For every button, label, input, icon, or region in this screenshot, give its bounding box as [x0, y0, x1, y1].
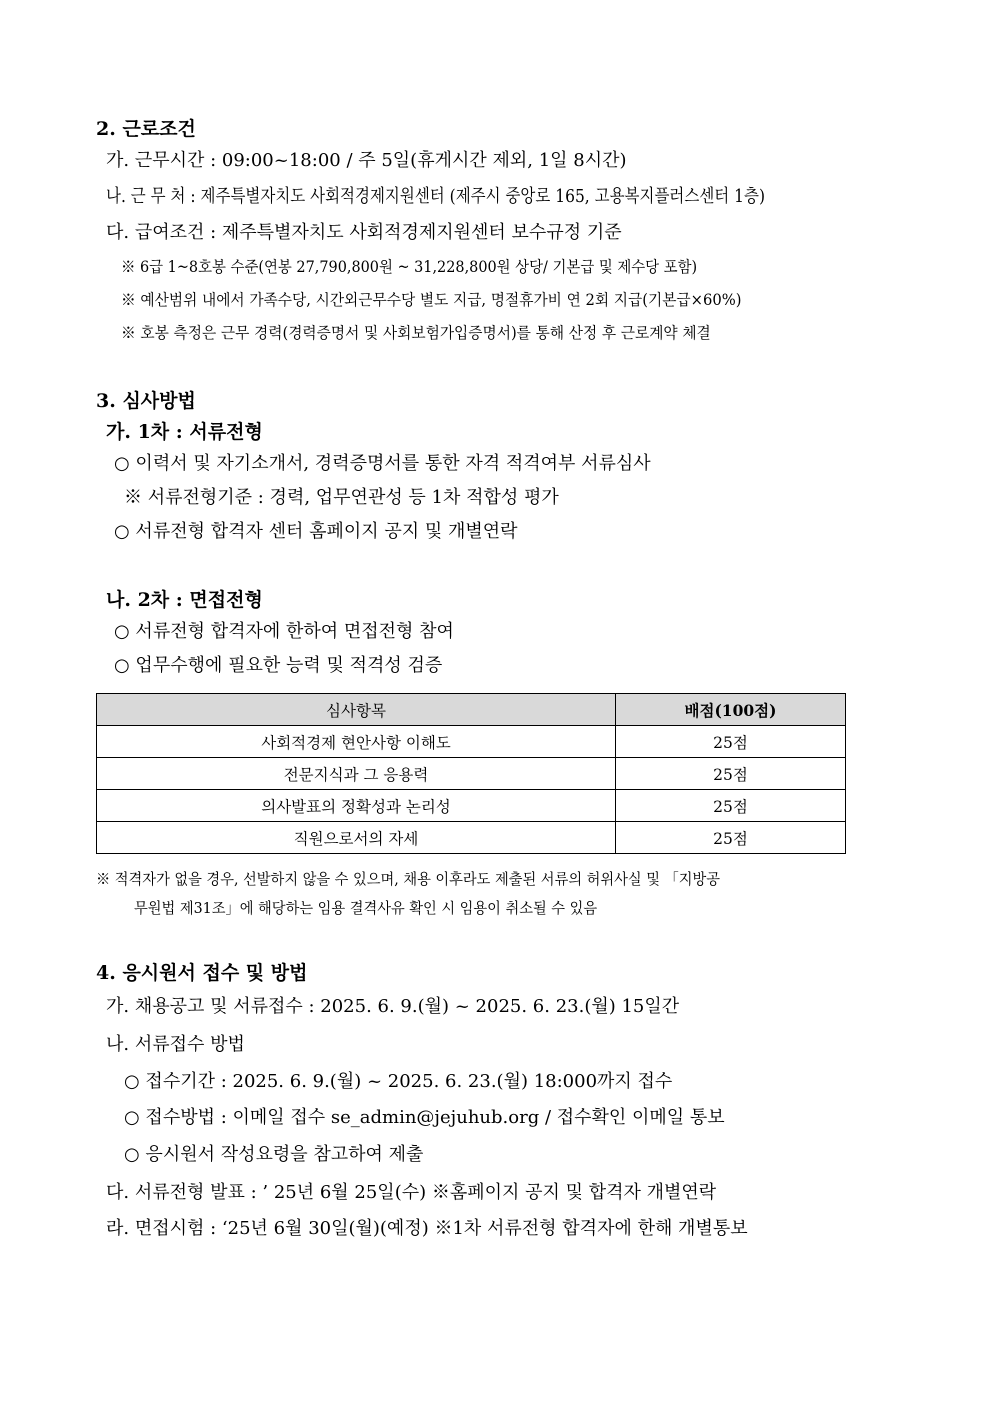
salary-note-3	[121, 324, 742, 343]
table-cell-criteria: 의사발표의 정확성과 논리성	[97, 790, 616, 822]
section-4-title: 4. 응시원서 접수 및 방법	[96, 962, 308, 984]
application-period-line: 가. 채용공고 및 서류접수 : 2025. 6. 9.(월) ~ 2025. 6. 23.(월) 15일간	[106, 996, 680, 1017]
document-result-line: 다. 서류전형 발표 : ’ 25년 6월 25일(수) ※홈페이지 공지 및 합격자 개별연락	[106, 1182, 717, 1203]
interview-line: 라. 면접시험 : ‘25년 6월 30일(월)(예정) ※1차 서류전형 합격자에 한해 개별통보	[106, 1218, 748, 1239]
stage-1-note: ※ 서류전형기준 : 경력, 업무연관성 등 1차 적합성 평가	[124, 487, 559, 508]
salary-line: 다. 급여조건 : 제주특별자치도 사회적경제지원센터 보수규정 기준	[106, 222, 622, 243]
interview-score-table	[96, 693, 846, 854]
table-cell-points: 25점	[616, 726, 846, 758]
stage-2-title: 나. 2차 : 면접전형	[106, 589, 263, 611]
section-2-title: 2. 근로조건	[96, 118, 196, 140]
table-cell-criteria: 직원으로서의 자세	[97, 822, 616, 854]
salary-note-2	[121, 291, 774, 310]
stage-2-item-2: ○ 업무수행에 필요한 능력 및 적격성 검증	[114, 655, 443, 676]
workplace-line	[106, 186, 872, 208]
table-row	[97, 790, 846, 822]
footnote-line-1-text: ※ 적격자가 없을 경우, 선발하지 않을 수 있으며, 채용 이후라도 제출된 서류의 허위사실 및 「지방공	[96, 870, 721, 888]
table-header-row	[97, 694, 846, 726]
salary-note-2-text: ※ 예산범위 내에서 가족수당, 시간외근무수당 별도 지급, 명절휴가비 연 2회 지급(기본급×60%)	[121, 291, 742, 309]
stage-1-item-2: ○ 서류전형 합격자 센터 홈페이지 공지 및 개별연락	[114, 521, 518, 542]
application-method-title: 나. 서류접수 방법	[106, 1034, 245, 1055]
footnote-line-1	[96, 870, 753, 888]
table-cell-criteria: 전문지식과 그 응용력	[97, 758, 616, 790]
table-cell-points: 25점	[616, 822, 846, 854]
table-cell-points: 25점	[616, 790, 846, 822]
table-header-criteria: 심사항목	[97, 694, 616, 726]
method-item-period: ○ 접수기간 : 2025. 6. 9.(월) ~ 2025. 6. 23.(월) 18:000까지 접수	[124, 1071, 673, 1092]
table-header-points: 배점(100점)	[616, 694, 846, 726]
footnote-line-2	[134, 899, 622, 917]
stage-1-title: 가. 1차 : 서류전형	[106, 421, 263, 443]
salary-note-1	[121, 258, 741, 277]
method-item-guide: ○ 응시원서 작성요령을 참고하여 제출	[124, 1144, 424, 1165]
salary-note-1-text: ※ 6급 1~8호봉 수준(연봉 27,790,800원 ~ 31,228,800원 상당/ 기본급 및 제수당 포함)	[121, 258, 698, 276]
table-row	[97, 822, 846, 854]
workplace-text: 나. 근 무 처 : 제주특별자치도 사회적경제지원센터 (제주시 중앙로 165, 고용복지플러스센터 1층)	[106, 186, 765, 207]
table-row	[97, 726, 846, 758]
stage-1-item-1: ○ 이력서 및 자기소개서, 경력증명서를 통한 자격 적격여부 서류심사	[114, 453, 651, 474]
table-row	[97, 758, 846, 790]
stage-2-item-1: ○ 서류전형 합격자에 한하여 면접전형 참여	[114, 621, 454, 642]
table-cell-criteria: 사회적경제 현안사항 이해도	[97, 726, 616, 758]
section-3-title: 3. 심사방법	[96, 390, 196, 412]
footnote-line-2-text: 무원법 제31조」에 해당하는 임용 결격사유 확인 시 임용이 취소될 수 있음	[134, 899, 598, 917]
work-hours-line: 가. 근무시간 : 09:00~18:00 / 주 5일(휴게시간 제외, 1일 8시간)	[106, 150, 627, 171]
salary-note-3-text: ※ 호봉 측정은 근무 경력(경력증명서 및 사회보험가입증명서)를 통해 산정 후 근로계약 체결	[121, 324, 711, 342]
table-cell-points: 25점	[616, 758, 846, 790]
method-item-email: ○ 접수방법 : 이메일 접수 se_admin@jejuhub.org / 접수확인 이메일 통보	[124, 1107, 725, 1128]
